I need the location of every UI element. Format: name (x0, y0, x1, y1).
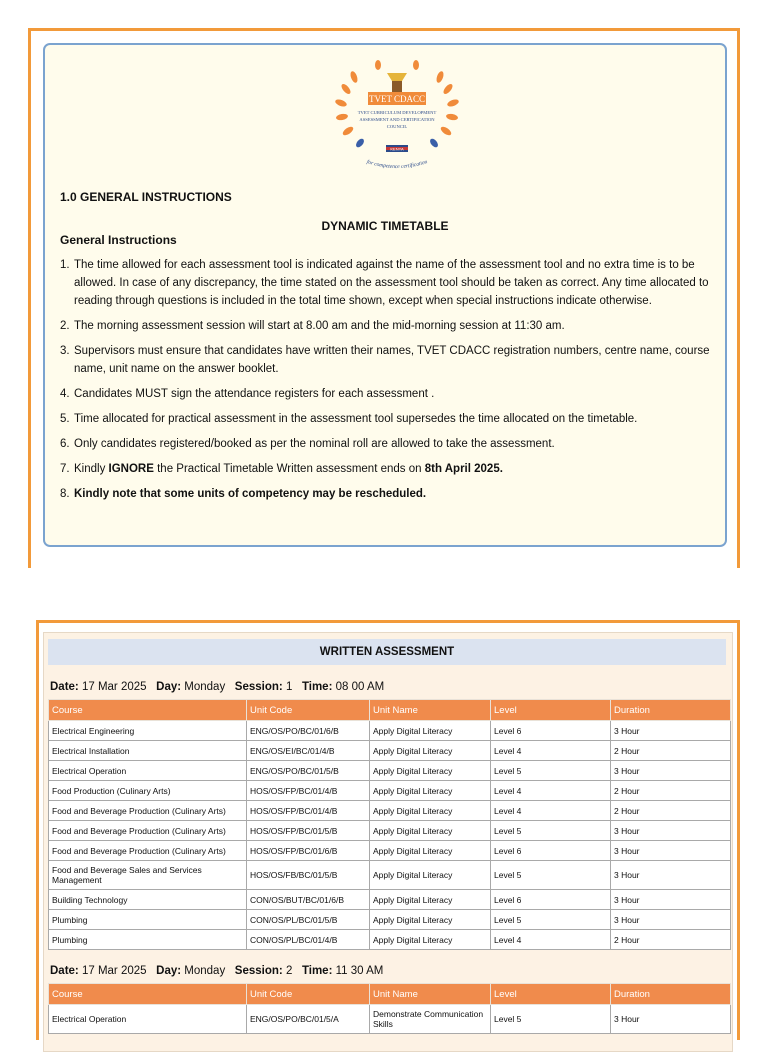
instruction-item: 2. The morning assessment session will start at 8.00 am and the mid-morning session at 11:30 am. (60, 320, 565, 332)
table-row: Food and Beverage Sales and Services Management HOS/OS/FB/BC/01/5/B Apply Digital Literacy Level 5 3 Hour (49, 861, 731, 890)
instruction-item: 3. Supervisors must ensure that candidates have written their names, TVET CDACC registration numbers, centre name, course name, unit name on the answer booklet. (60, 345, 710, 375)
session-1-table (48, 699, 731, 950)
written-assessment-title: WRITTEN ASSESSMENT (48, 639, 726, 665)
instruction-item: 5. Time allocated for practical assessment in the assessment tool supersedes the time allocated on the timetable. (60, 413, 638, 425)
logo-line-3: COUNCIL (386, 124, 408, 129)
instructions-list (60, 256, 710, 510)
instruction-item: 4. Candidates MUST sign the attendance registers for each assessment . (60, 388, 435, 400)
table-header-row (49, 700, 731, 721)
column-header-level: Level (491, 700, 611, 721)
table-row: Plumbing CON/OS/PL/BC/01/4/B Apply Digital Literacy Level 4 2 Hour (49, 930, 731, 950)
session-2-table (48, 983, 731, 1034)
session-info: Date: 17 Mar 2025 Day: Monday Session: 1 Time: 08 00 AM (50, 681, 385, 693)
column-header-unit-code: Unit Code (247, 984, 370, 1005)
table-row: Plumbing CON/OS/PL/BC/01/5/B Apply Digital Literacy Level 5 3 Hour (49, 910, 731, 930)
table-row: Food and Beverage Production (Culinary Arts) HOS/OS/FP/BC/01/5/B Apply Digital Literacy Level 5 3 Hour (49, 821, 731, 841)
written-assessment-panel (43, 632, 733, 1052)
column-header-course: Course (49, 984, 247, 1005)
table-row: Electrical Operation ENG/OS/PO/BC/01/5/A Demonstrate Communication Skills Level 5 3 Hour (49, 1005, 731, 1034)
session-info: Date: 17 Mar 2025 Day: Monday Session: 2 Time: 11 30 AM (50, 965, 384, 977)
table-row: Food Production (Culinary Arts) HOS/OS/FP/BC/01/4/B Apply Digital Literacy Level 4 2 Hour (49, 781, 731, 801)
logo-line-1: TVET CURRICULUM DEVELOPMENT (357, 110, 437, 115)
instruction-item: 7. Kindly IGNORE the Practical Timetable Written assessment ends on 8th April 2025. (60, 463, 503, 475)
column-header-unit-name: Unit Name (370, 700, 491, 721)
logo-badge: KENYA (390, 146, 404, 152)
logo-name: TVET CDACC (368, 94, 426, 104)
table-row: Food and Beverage Production (Culinary Arts) HOS/OS/FP/BC/01/6/B Apply Digital Literacy Level 6 3 Hour (49, 841, 731, 861)
column-header-course: Course (49, 700, 247, 721)
table-row: Building Technology CON/OS/BUT/BC/01/6/B Apply Digital Literacy Level 6 3 Hour (49, 890, 731, 910)
logo-tagline: for competence certification (365, 159, 429, 171)
table-row: Electrical Operation ENG/OS/PO/BC/01/5/B Apply Digital Literacy Level 5 3 Hour (49, 761, 731, 781)
column-header-unit-code: Unit Code (247, 700, 370, 721)
instruction-item: 8. Kindly note that some units of competency may be rescheduled. (60, 488, 427, 500)
table-row: Food and Beverage Production (Culinary Arts) HOS/OS/FP/BC/01/4/B Apply Digital Literacy Level 4 2 Hour (49, 801, 731, 821)
instructions-card (28, 28, 740, 568)
general-instructions-heading: 1.0 GENERAL INSTRUCTIONS (60, 190, 232, 204)
table-header-row (49, 984, 731, 1005)
tvet-cdacc-logo (332, 59, 462, 179)
instruction-item: 6. Only candidates registered/booked as per the nominal roll are allowed to take the assessment. (60, 438, 555, 450)
general-instructions-subheading: General Instructions (60, 233, 177, 247)
written-assessment-card (36, 620, 740, 1040)
column-header-duration: Duration (611, 984, 731, 1005)
logo-line-2: ASSESSMENT AND CERTIFICATION (359, 117, 435, 122)
instructions-panel (43, 43, 727, 547)
column-header-unit-name: Unit Name (370, 984, 491, 1005)
table-row: Electrical Installation ENG/OS/EI/BC/01/4/B Apply Digital Literacy Level 4 2 Hour (49, 741, 731, 761)
svg-text:for competence certification (366, 158, 428, 170)
table-row: Electrical Engineering ENG/OS/PO/BC/01/6/B Apply Digital Literacy Level 6 3 Hour (49, 721, 731, 741)
dynamic-timetable-title: DYNAMIC TIMETABLE (321, 219, 449, 233)
column-header-level: Level (491, 984, 611, 1005)
column-header-duration: Duration (611, 700, 731, 721)
instruction-item: 1. The time allowed for each assessment tool is indicated against the name of the assessment tool and no extra time is to be allowed. In case of any discrepancy, the time stated on the assessment tool should be taken as correct. Any time allocated to reading through questions is included in the total time shown, except when special instructions indicate otherwise. (60, 259, 709, 307)
